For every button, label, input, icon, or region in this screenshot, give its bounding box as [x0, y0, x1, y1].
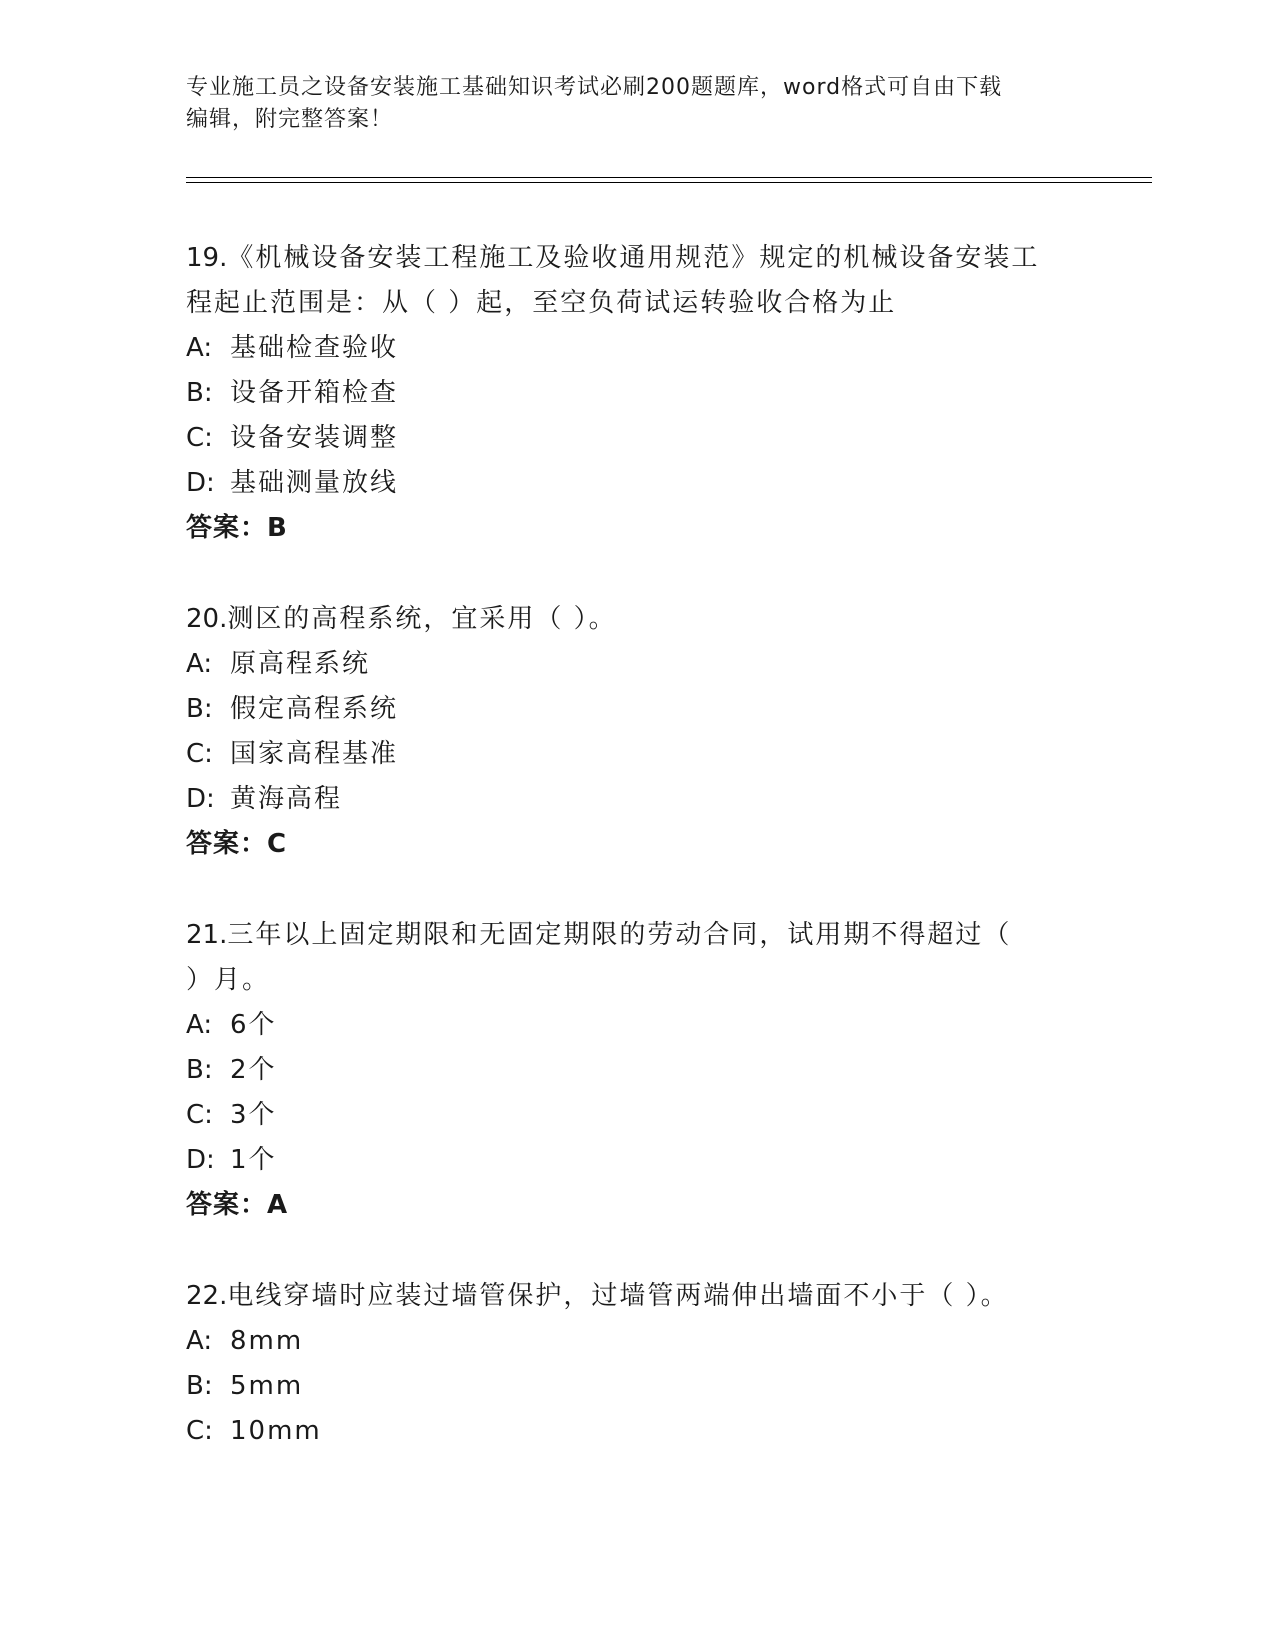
question-21 [186, 913, 1086, 1228]
question-number: 22. [186, 1281, 228, 1311]
option-c [186, 416, 1086, 461]
header-divider [186, 177, 1152, 183]
question-20 [186, 597, 1086, 867]
option-text: 10mm [230, 1416, 322, 1446]
option-a [186, 1003, 1086, 1048]
option-text: 1个 [230, 1145, 277, 1175]
option-d [186, 461, 1086, 506]
option-key: B: [186, 1055, 213, 1085]
option-key: B: [186, 1371, 213, 1401]
option-key: A: [186, 649, 213, 679]
question-number: 19. [186, 243, 228, 273]
answer: 答案：A [186, 1190, 289, 1220]
question-stem-line-1: 《机械设备安装工程施工及验收通用规范》规定的机械设备安装工 [227, 243, 1040, 273]
option-text: 8mm [230, 1326, 304, 1356]
document-header [186, 72, 1086, 136]
option-key: B: [186, 694, 213, 724]
question-stem [186, 1274, 1086, 1319]
question-stem-line-1: 测区的高程系统，宜采用（ ）。 [227, 604, 617, 634]
option-text: 黄海高程 [230, 784, 343, 814]
option-a [186, 1319, 1086, 1364]
option-key: A: [186, 333, 213, 363]
option-text: 设备开箱检查 [230, 378, 399, 408]
question-stem-line-1: 三年以上固定期限和无固定期限的劳动合同，试用期不得超过（ [227, 920, 1012, 950]
option-text: 2个 [230, 1055, 277, 1085]
question-22 [186, 1274, 1086, 1454]
option-text: 原高程系统 [230, 649, 371, 679]
option-d [186, 1138, 1086, 1183]
option-key: C: [186, 739, 213, 769]
question-stem [186, 913, 1086, 958]
question-19 [186, 236, 1086, 551]
option-d [186, 777, 1086, 822]
option-c [186, 1093, 1086, 1138]
question-number: 20. [186, 604, 228, 634]
option-b [186, 371, 1086, 416]
option-b [186, 1048, 1086, 1093]
question-stem-line-1: 电线穿墙时应装过墙管保护，过墙管两端伸出墙面不小于（ ）。 [227, 1281, 1009, 1311]
option-text: 设备安装调整 [230, 423, 399, 453]
question-number: 21. [186, 920, 228, 950]
question-stem-line-2: ）月。 [186, 965, 271, 995]
option-key: C: [186, 1416, 213, 1446]
option-text: 假定高程系统 [230, 694, 399, 724]
option-a [186, 642, 1086, 687]
question-stem-line-2: 程起止范围是：从（ ）起，至空负荷试运转验收合格为止 [186, 288, 897, 318]
answer: 答案：B [186, 513, 288, 543]
option-key: C: [186, 423, 213, 453]
header-line-2: 编辑，附完整答案！ [186, 107, 394, 132]
option-text: 基础测量放线 [230, 468, 399, 498]
question-stem [186, 236, 1086, 281]
option-text: 基础检查验收 [230, 333, 399, 363]
answer: 答案：C [186, 829, 288, 859]
option-b [186, 687, 1086, 732]
option-key: B: [186, 378, 213, 408]
question-stem [186, 597, 1086, 642]
option-text: 5mm [230, 1371, 304, 1401]
option-a [186, 326, 1086, 371]
option-key: D: [186, 468, 215, 498]
question-list [186, 236, 1086, 1500]
option-text: 国家高程基准 [230, 739, 399, 769]
option-c [186, 1409, 1086, 1454]
option-c [186, 732, 1086, 777]
option-text: 3个 [230, 1100, 277, 1130]
header-line-1: 专业施工员之设备安装施工基础知识考试必刷200题题库，word格式可自由下载 [186, 75, 1003, 100]
option-key: A: [186, 1326, 213, 1356]
option-key: D: [186, 784, 215, 814]
option-key: C: [186, 1100, 213, 1130]
option-key: D: [186, 1145, 215, 1175]
option-b [186, 1364, 1086, 1409]
option-key: A: [186, 1010, 213, 1040]
option-text: 6个 [230, 1010, 277, 1040]
